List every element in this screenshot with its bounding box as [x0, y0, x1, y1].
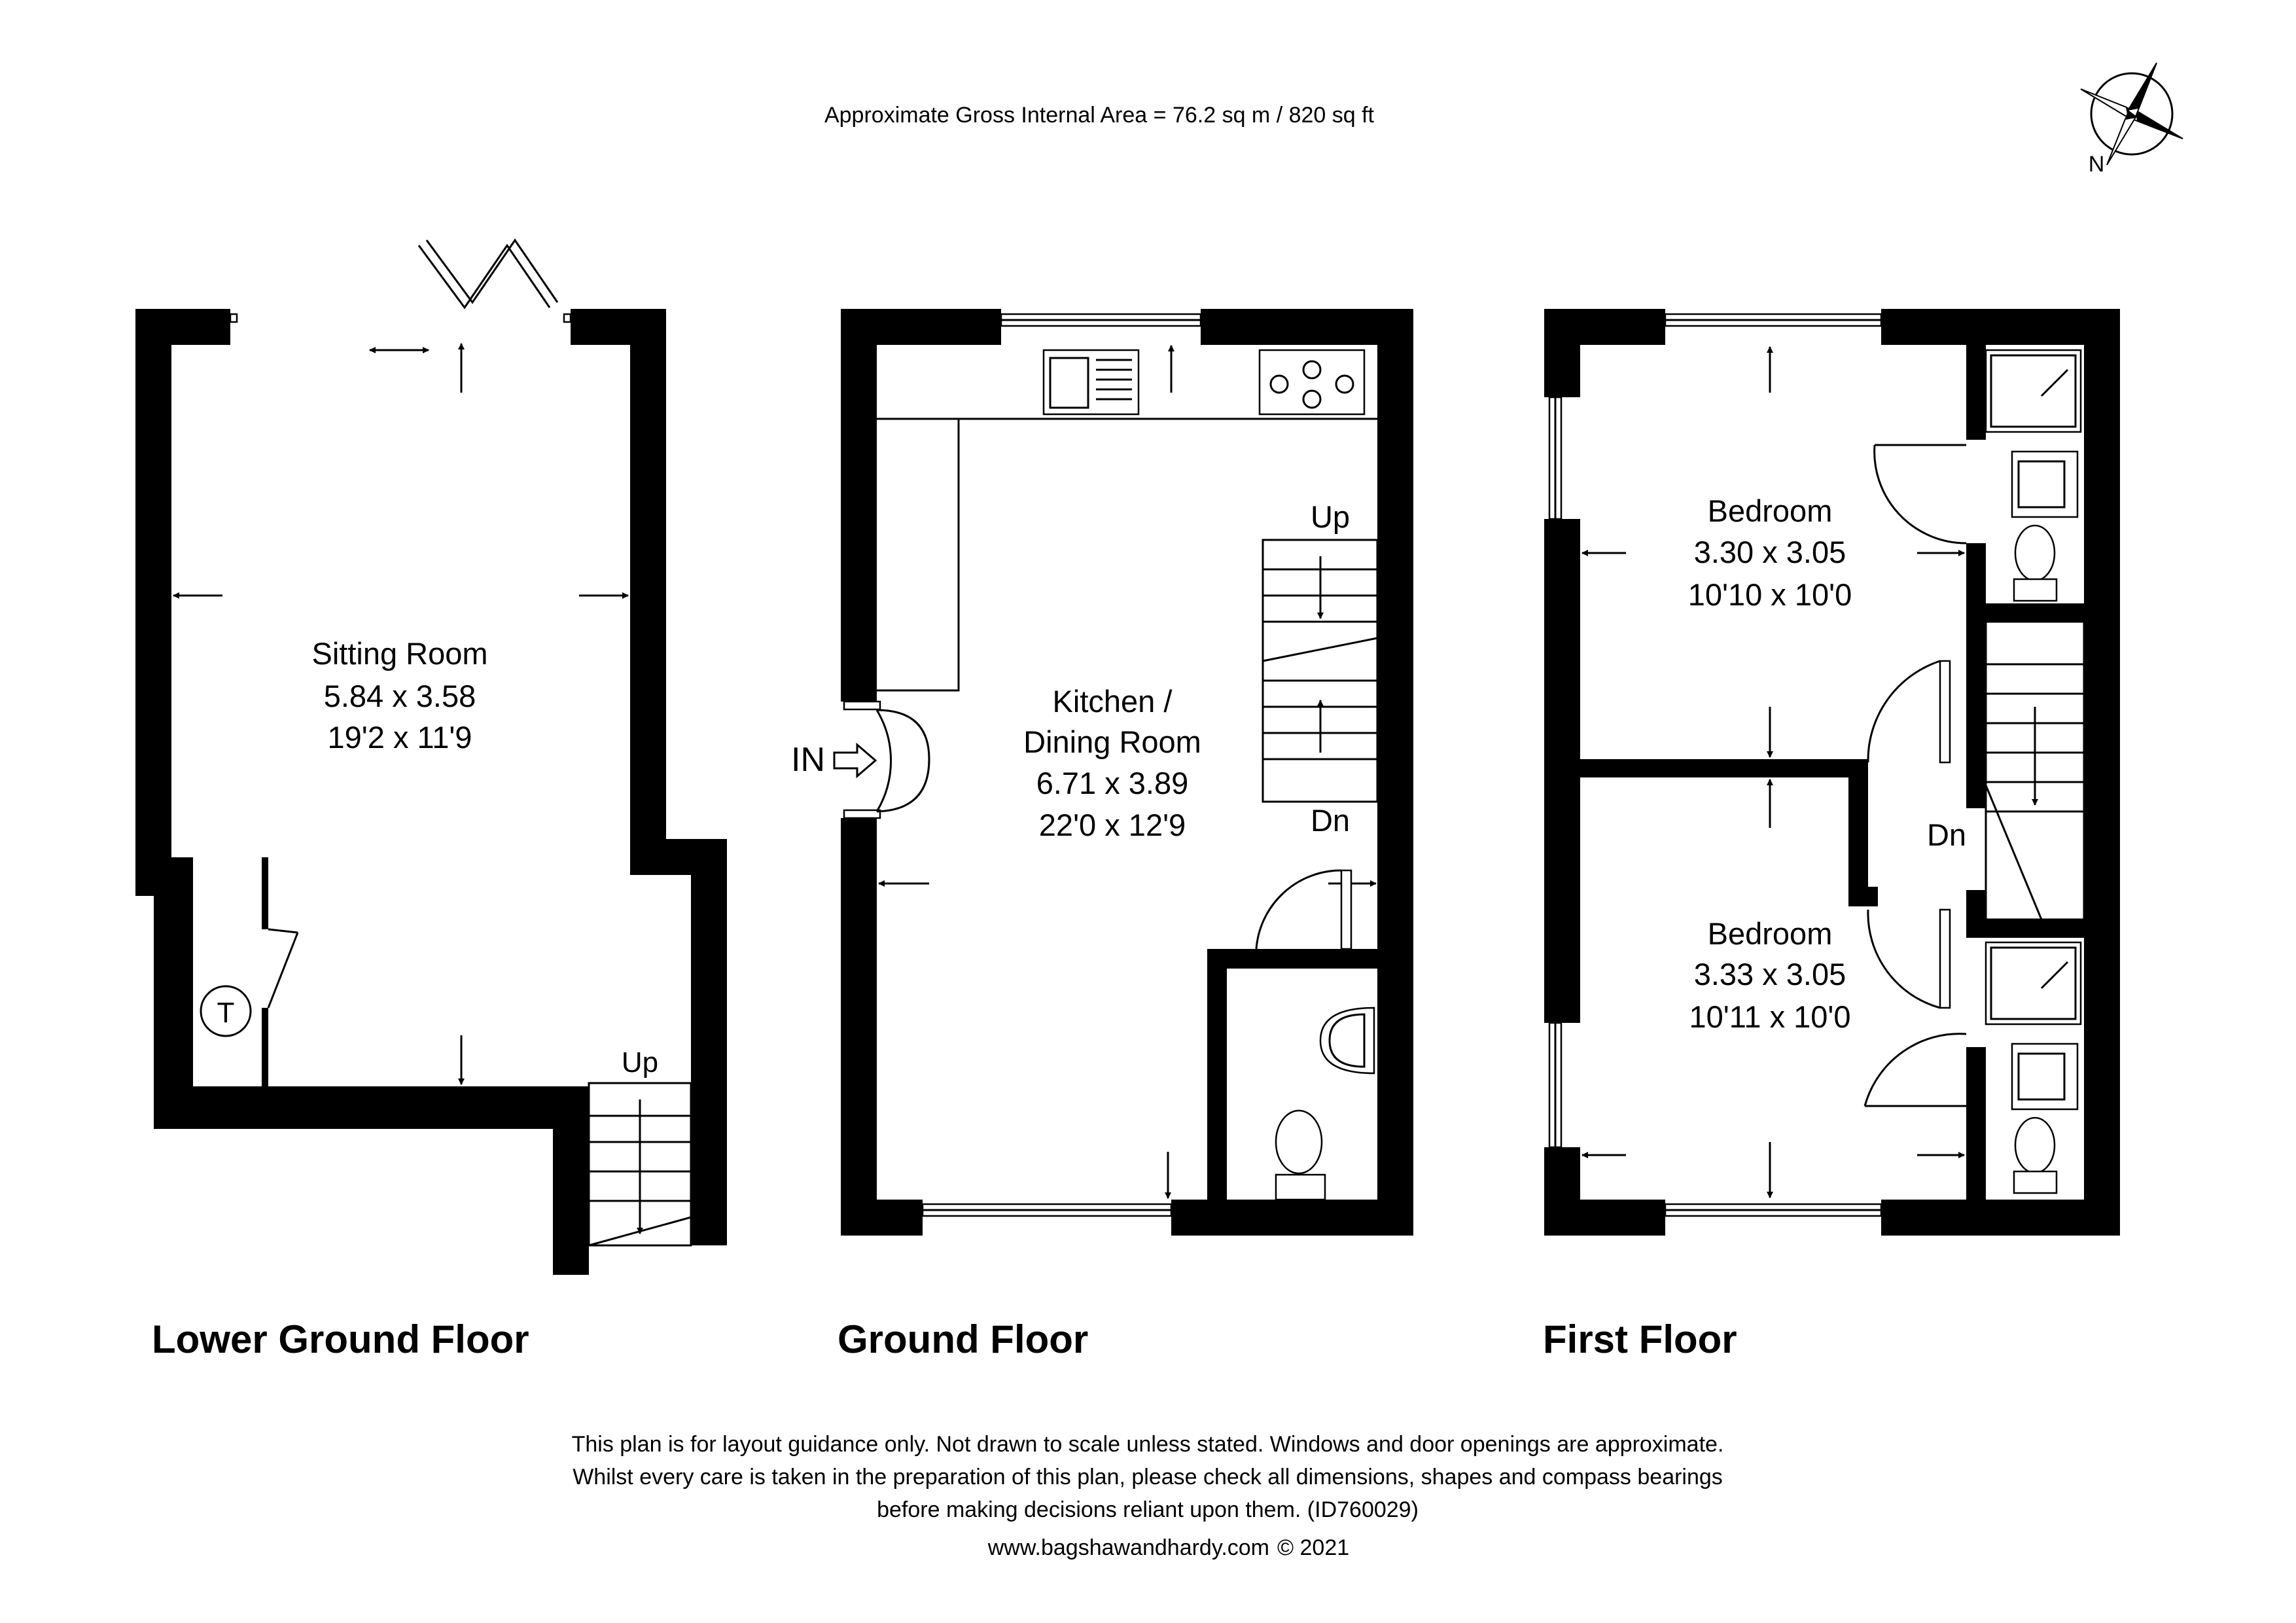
compass-rose-icon [2081, 63, 2183, 165]
disclaimer-line-1: This plan is for layout guidance only. Not drawn to scale unless stated. Windows and door openings are approximate. [571, 1432, 1724, 1457]
svg-text:22'0 x 12'9: 22'0 x 12'9 [1038, 808, 1186, 842]
bedroom-2-label [1689, 916, 1850, 1034]
svg-text:5.84 x 3.58: 5.84 x 3.58 [323, 679, 476, 713]
svg-text:Bedroom: Bedroom [1707, 493, 1833, 528]
svg-text:Bedroom: Bedroom [1707, 916, 1833, 951]
sitting-room-label [311, 636, 487, 755]
shower-icon [1986, 350, 2081, 432]
svg-text:Dining Room: Dining Room [1023, 724, 1201, 759]
toilet-icon [1276, 1111, 1322, 1173]
ground-stair-up-label: Up [1310, 499, 1351, 534]
svg-text:Kitchen /: Kitchen / [1052, 684, 1173, 719]
toilet-icon [2015, 526, 2055, 580]
hob-icon [1260, 350, 1364, 414]
first-stair-down-label: Dn [1926, 817, 1967, 852]
svg-text:10'11 x 10'0: 10'11 x 10'0 [1689, 999, 1851, 1034]
first-floor-title: First Floor [1543, 1317, 1737, 1361]
bedroom-1-label [1688, 493, 1852, 612]
basin-icon [1320, 1008, 1374, 1073]
lower-stair-up-label: Up [621, 1046, 659, 1079]
lower-ground-floor-title: Lower Ground Floor [152, 1317, 529, 1361]
gross-area-text: Approximate Gross Internal Area = 76.2 sq m / 820 sq ft [824, 103, 1375, 128]
disclaimer-line-2: Whilst every care is taken in the preparation of this plan, please check all dimensions, shapes and compass bearings [573, 1465, 1723, 1489]
svg-text:6.71 x 3.89: 6.71 x 3.89 [1036, 766, 1189, 800]
tank-label: T [217, 997, 235, 1029]
entrance-label: IN [791, 741, 825, 779]
svg-text:19'2 x 11'9: 19'2 x 11'9 [327, 720, 472, 755]
svg-text:3.33 x 3.05: 3.33 x 3.05 [1693, 957, 1846, 991]
ground-floor-title: Ground Floor [838, 1317, 1089, 1361]
lower-ground-floor-plan [135, 240, 727, 1275]
kitchen-dining-label [1023, 684, 1201, 842]
svg-text:3.30 x 3.05: 3.30 x 3.05 [1693, 535, 1846, 569]
first-floor-plan [1544, 309, 2120, 1236]
disclaimer-line-3: before making decisions reliant upon them. (ID760029) [877, 1497, 1419, 1522]
ground-stair-down-label: Dn [1310, 803, 1351, 838]
svg-text:Sitting Room: Sitting Room [311, 636, 488, 671]
toilet-icon [2015, 1118, 2055, 1173]
website-text: www.bagshawandhardy.com [987, 1535, 1269, 1560]
shower-icon [1986, 942, 2081, 1024]
copyright-text: © 2021 [1277, 1535, 1350, 1560]
compass-north-label: N [2088, 152, 2105, 177]
svg-text:10'10 x 10'0: 10'10 x 10'0 [1687, 577, 1852, 612]
